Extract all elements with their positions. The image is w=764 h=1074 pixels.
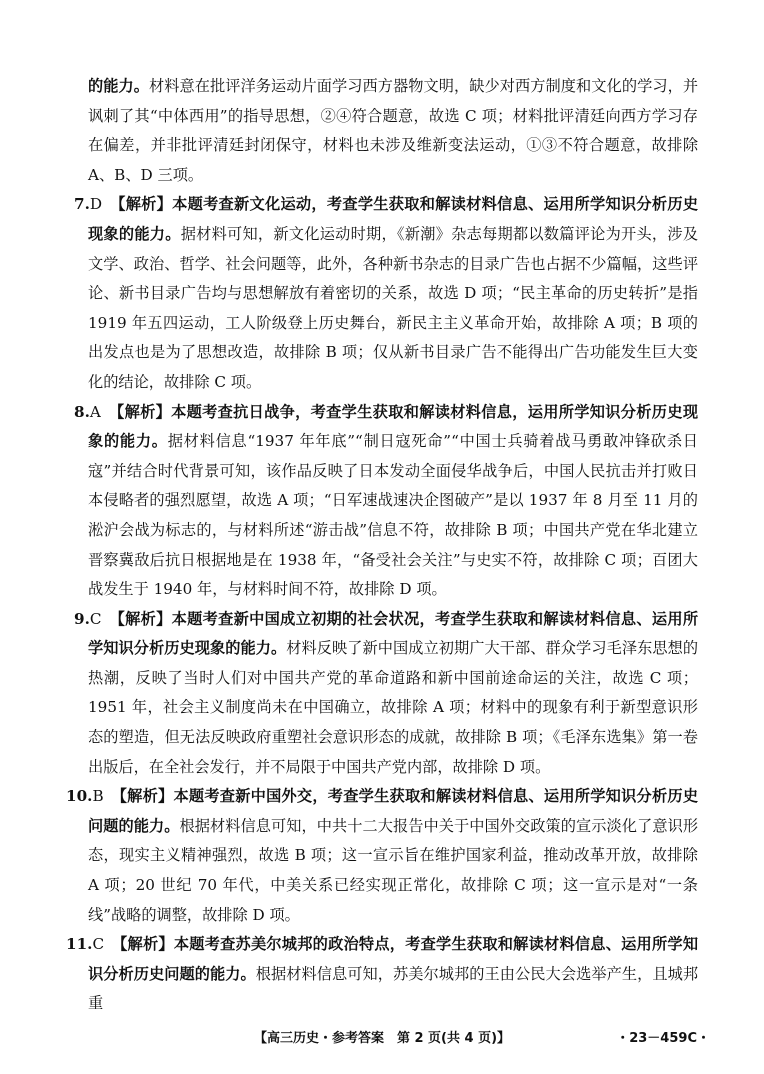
footer-exam-code: ・23－459C・ <box>616 1031 710 1046</box>
item-10-bold: 本题考查新中国外交，考查学生获取和解读材料信息、运用所学知识分析历史问题的能力。 <box>88 787 699 835</box>
item-8-bold: 本题考查抗日战争，考查学生获取和解读材料信息，运用所学知识分析历史现象的能力。 <box>88 402 699 451</box>
footer-page-info: 【高三历史・参考答案 第 2 页(共 4 页)】 <box>253 1031 511 1046</box>
item-8-tag: 【解析】 <box>116 402 172 421</box>
item-7-answer: D <box>89 195 103 214</box>
answer-item-9 <box>74 605 699 783</box>
answer-item-10-text <box>66 782 699 930</box>
item-11-answer: C <box>92 935 105 954</box>
intro-text: 材料意在批评洋务运动片面学习西方器物文明，缺少对西方制度和文化的学习，并讽刺了其“中体西用”的指导思想，②④符合题意，故选 C 项；材料批评清廷向西方学习存在偏差，并非批评清廷封闭保守，材料也未涉及维新变法运动，①③不符合题意，故排除 A、B、D 三项。 <box>88 77 699 184</box>
answer-item-7-text <box>74 190 699 397</box>
item-9-number: 9. <box>74 609 90 628</box>
item-9-answer: C <box>89 609 102 628</box>
item-7-body: 据材料可知，新文化运动时期，《新潮》杂志每期都以数篇评论为开头，涉及文学、政治、哲学、社会问题等，此外，各种新书杂志的目录广告也占据不少篇幅，这些评论、新书目录广告均与思想解放有着密切的关系，故选 D 项；“民主革命的历史转折”是指 1919 年五四运动，工人阶级登上历史舞台，新民主主义革命开始，故排除 A 项；B 项的出发点也是为了思想改造，故排除 B 项；仅从新书目录广告不能得出广告功能发生巨大变化的结论，故排除 C 项。 <box>88 224 699 391</box>
item-7-tag: 【解析】 <box>117 195 173 214</box>
item-8-body: 据材料信息“1937 年年底”“制日寇死命”“中国士兵骑着战马勇敢冲锋砍杀日寇”并结合时代背景可知，该作品反映了日本发动全面侵华战争后，中国人民抗击并打败日本侵略者的强烈愿望，故选 A 项；“日军速战速决企图破产”是以 1937 年 8 月至 11 月的淞沪会战为标志的，与材料所述“游击战”信息不符，故排除 B 项；中国共产党在华北建立晋察冀敌后抗日根据地是在 1938 年，“备受社会关注”与史实不符，故排除 C 项；百团大战发生于 1940 年，与材料时间不符，故排除 D 项。 <box>88 432 698 599</box>
answer-item-8-text <box>74 398 699 605</box>
answer-item-11-text <box>66 930 699 1019</box>
item-10-tag: 【解析】 <box>119 787 174 806</box>
item-8-answer: A <box>89 402 101 421</box>
item-9-tag: 【解析】 <box>117 609 172 628</box>
item-10-body: 根据材料信息可知，中共十二大报告中关于中国外交政策的宣示淡化了意识形态，现实主义精神强烈，故选 B 项；这一宣示旨在维护国家利益，推动改革开放，故排除 A 项；20 世纪 70 年代，中美关系已经实现正常化，故排除 C 项；这一宣示是对“一条线”战略的调整，故排除 D 项。 <box>88 816 699 924</box>
intro-paragraph <box>88 72 698 190</box>
item-9-bold: 本题考查新中国成立初期的社会状况，考查学生获取和解读材料信息、运用所学知识分析历史现象的能力。 <box>88 609 699 658</box>
answer-item-9-text <box>74 605 699 783</box>
answer-item-10 <box>66 782 699 930</box>
answer-item-11 <box>66 930 699 1019</box>
answer-item-7 <box>74 190 699 397</box>
answer-content <box>66 72 699 1019</box>
item-7-number: 7. <box>74 195 90 214</box>
item-7-bold: 本题考查新文化运动，考查学生获取和解读材料信息、运用所学知识分析历史现象的能力。 <box>88 195 699 243</box>
answer-item-8 <box>74 398 699 605</box>
item-11-bold: 本题考查苏美尔城邦的政治特点，考查学生获取和解读材料信息、运用所学知识分析历史问题的能力。 <box>88 935 699 983</box>
intro-bold: 的能力。 <box>88 77 150 95</box>
item-11-tag: 【解析】 <box>119 935 174 954</box>
item-11-number: 11. <box>66 935 93 954</box>
item-10-number: 10. <box>66 787 93 806</box>
item-11-body: 根据材料信息可知，苏美尔城邦的王由公民大会选举产生，且城邦重 <box>88 964 699 1013</box>
item-9-body: 材料反映了新中国成立初期广大干部、群众学习毛泽东思想的热潮，反映了当时人们对中国共产党的革命道路和新中国前途命运的关注，故选 C 项；1951 年，社会主义制度尚未在中国确立，故排除 A 项；材料中的现象有利于新型意识形态的塑造，但无法反映政府重塑社会意识形态的成就，故排除 B 项；《毛泽东选集》第一卷出版后，在全社会发行，并不局限于中国共产党内部，故排除 D 项。 <box>88 639 699 776</box>
item-8-number: 8. <box>74 402 90 421</box>
item-10-answer: B <box>92 787 104 806</box>
